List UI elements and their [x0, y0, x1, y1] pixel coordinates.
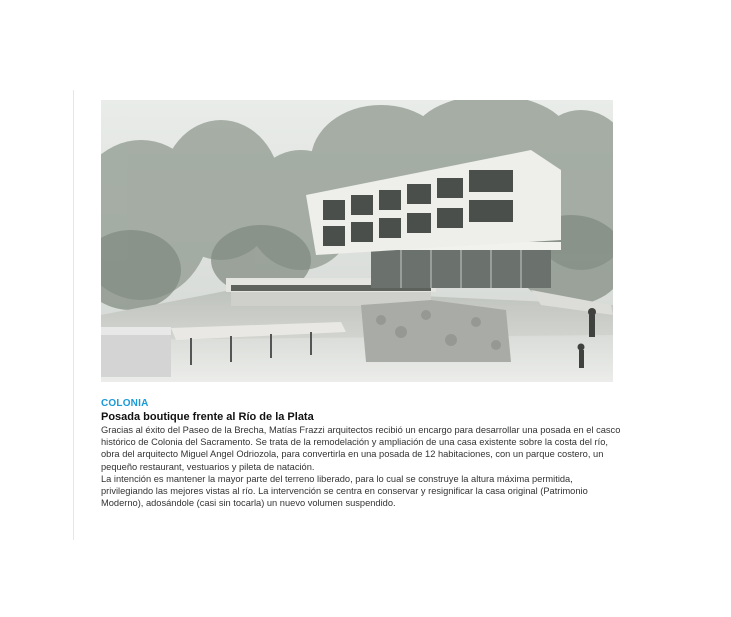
architecture-rendering-image	[101, 100, 613, 382]
column-rule	[73, 90, 74, 540]
article-paragraph-2: La intención es mantener la mayor parte del terreno liberado, para lo cual se construye la altura máxima permitida, privilegiando las mejores vistas al río. La intervención se centra en conservar y resignificar la casa original (Patrimonio Moderno), adosándole (casi sin tocarla) un nuevo volumen suspendido.	[101, 473, 588, 509]
article-body	[101, 424, 623, 509]
article-headline: Posada boutique frente al Río de la Plata	[101, 411, 314, 423]
section-kicker: COLONIA	[101, 398, 149, 409]
article-paragraph-1: Gracias al éxito del Paseo de la Brecha, Matías Frazzi arquitectos recibió un encargo para desarrollar una posada en el casco histórico de Colonia del Sacramento. Se trata de la remodelación y ampliación de una casa existente sobre la costa del río, obra del arquitecto Miguel Angel Odriozola, para convertirla en una posada de 12 habitaciones, con un parque costero, un pequeño restaurant, vestuarios y pileta de natación.	[101, 425, 621, 472]
article-text	[101, 398, 623, 509]
